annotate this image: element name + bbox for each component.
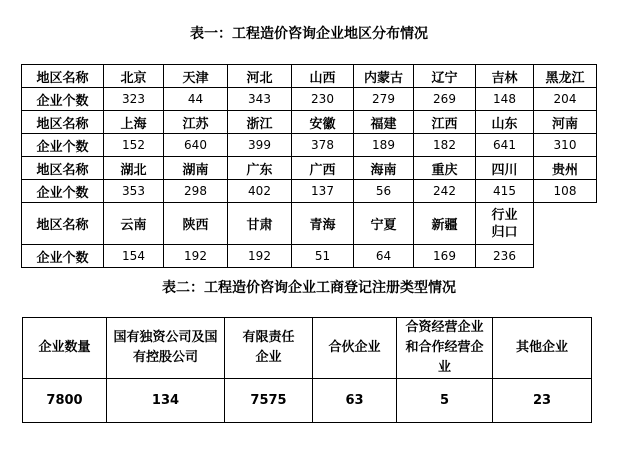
region-cell: 辽宁 — [414, 65, 476, 88]
region-cell: 广东 — [228, 157, 292, 180]
region-cell: 海南 — [354, 157, 414, 180]
region-cell: 黑龙江 — [534, 65, 597, 88]
count-cell: 44 — [164, 88, 228, 111]
count-cell: 189 — [354, 134, 414, 157]
count-cell: 56 — [354, 180, 414, 203]
header-cell: 国有独资公司及国有控股公司 — [107, 318, 225, 379]
region-cell: 江西 — [414, 111, 476, 134]
region-cell: 青海 — [292, 203, 354, 245]
region-cell: 安徽 — [292, 111, 354, 134]
count-cell: 415 — [476, 180, 534, 203]
table-row — [22, 203, 597, 245]
table-row — [22, 111, 597, 134]
count-cell: 204 — [534, 88, 597, 111]
count-cell: 192 — [164, 245, 228, 268]
count-cell: 192 — [228, 245, 292, 268]
table-header-row — [23, 318, 592, 379]
count-cell: 148 — [476, 88, 534, 111]
empty-cell — [534, 203, 597, 245]
count-label-cell: 企业个数 — [22, 180, 104, 203]
region-cell: 云南 — [104, 203, 164, 245]
count-cell: 640 — [164, 134, 228, 157]
count-cell: 51 — [292, 245, 354, 268]
region-cell: 河北 — [228, 65, 292, 88]
table-row — [22, 88, 597, 111]
header-cell: 合伙企业 — [313, 318, 397, 379]
region-cell: 行业归口 — [476, 203, 534, 245]
count-cell: 152 — [104, 134, 164, 157]
region-cell: 湖北 — [104, 157, 164, 180]
count-cell: 169 — [414, 245, 476, 268]
region-label-cell: 地区名称 — [22, 65, 104, 88]
count-cell: 64 — [354, 245, 414, 268]
count-cell: 343 — [228, 88, 292, 111]
table1-title: 表一：工程造价咨询企业地区分布情况 — [190, 26, 428, 42]
value-cell: 134 — [107, 379, 225, 423]
count-label-cell: 企业个数 — [22, 134, 104, 157]
region-cell: 吉林 — [476, 65, 534, 88]
region-cell: 内蒙古 — [354, 65, 414, 88]
count-cell: 353 — [104, 180, 164, 203]
count-cell: 230 — [292, 88, 354, 111]
count-cell: 154 — [104, 245, 164, 268]
value-cell: 7575 — [225, 379, 313, 423]
count-cell: 182 — [414, 134, 476, 157]
table-row — [22, 134, 597, 157]
count-cell: 242 — [414, 180, 476, 203]
region-cell: 江苏 — [164, 111, 228, 134]
region-cell: 河南 — [534, 111, 597, 134]
region-cell: 福建 — [354, 111, 414, 134]
table-row — [22, 245, 597, 268]
count-cell: 641 — [476, 134, 534, 157]
region-cell: 新疆 — [414, 203, 476, 245]
count-cell: 399 — [228, 134, 292, 157]
count-cell: 310 — [534, 134, 597, 157]
region-cell: 山西 — [292, 65, 354, 88]
region-cell: 重庆 — [414, 157, 476, 180]
value-cell: 63 — [313, 379, 397, 423]
table-row — [22, 65, 597, 88]
count-label-cell: 企业个数 — [22, 245, 104, 268]
region-cell: 四川 — [476, 157, 534, 180]
count-label-cell: 企业个数 — [22, 88, 104, 111]
region-cell: 陕西 — [164, 203, 228, 245]
region-distribution-table — [21, 64, 597, 268]
region-label-cell: 地区名称 — [22, 111, 104, 134]
count-cell: 298 — [164, 180, 228, 203]
count-cell: 236 — [476, 245, 534, 268]
count-cell: 269 — [414, 88, 476, 111]
region-cell: 宁夏 — [354, 203, 414, 245]
count-cell: 402 — [228, 180, 292, 203]
count-cell: 378 — [292, 134, 354, 157]
count-cell: 137 — [292, 180, 354, 203]
count-cell: 279 — [354, 88, 414, 111]
header-cell: 合资经营企业和合作经营企业 — [397, 318, 493, 379]
header-cell: 有限责任企业 — [225, 318, 313, 379]
value-cell: 5 — [397, 379, 493, 423]
region-cell: 山东 — [476, 111, 534, 134]
empty-cell — [534, 245, 597, 268]
region-label-cell: 地区名称 — [22, 157, 104, 180]
region-cell: 贵州 — [534, 157, 597, 180]
registration-type-table — [22, 317, 592, 423]
header-cell: 其他企业 — [493, 318, 592, 379]
region-cell: 北京 — [104, 65, 164, 88]
region-cell: 湖南 — [164, 157, 228, 180]
region-cell: 浙江 — [228, 111, 292, 134]
region-cell: 广西 — [292, 157, 354, 180]
header-cell: 企业数量 — [23, 318, 107, 379]
region-cell: 天津 — [164, 65, 228, 88]
count-cell: 323 — [104, 88, 164, 111]
value-cell: 23 — [493, 379, 592, 423]
region-cell: 上海 — [104, 111, 164, 134]
table-row — [22, 157, 597, 180]
region-label-cell: 地区名称 — [22, 203, 104, 245]
value-cell: 7800 — [23, 379, 107, 423]
table2-title: 表二：工程造价咨询企业工商登记注册类型情况 — [162, 280, 456, 296]
table-row — [23, 379, 592, 423]
region-cell: 甘肃 — [228, 203, 292, 245]
count-cell: 108 — [534, 180, 597, 203]
table-row — [22, 180, 597, 203]
